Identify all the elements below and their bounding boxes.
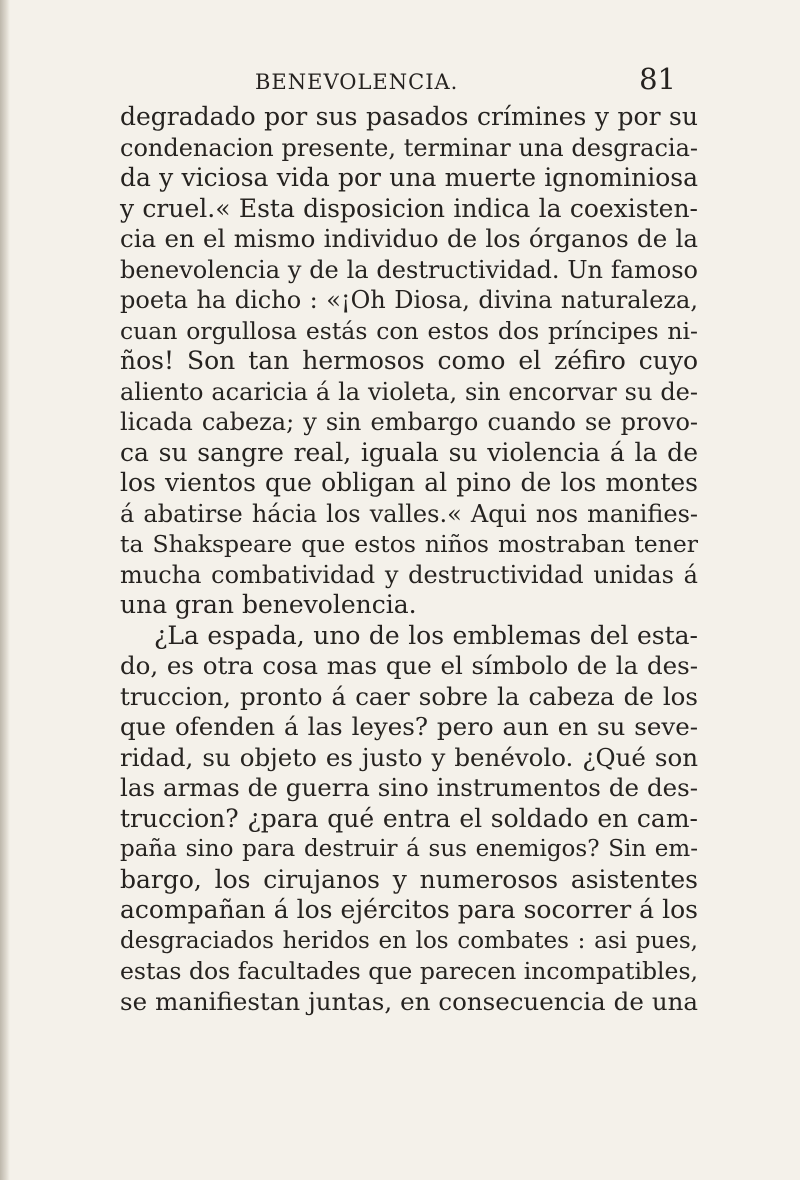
book-page	[120, 62, 698, 1017]
text-line: y cruel.« Esta disposicion indica la coexisten-	[120, 193, 698, 223]
text-line: licada cabeza; y sin embargo cuando se provo-	[120, 408, 698, 436]
text-line: poeta ha dicho : «¡Oh Diosa, divina naturaleza,	[120, 286, 698, 314]
text-line: las armas de guerra sino instrumentos de des-	[120, 773, 698, 802]
text-line: benevolencia y de la destructividad. Un famoso	[120, 255, 698, 284]
page-number: 81	[639, 62, 676, 96]
text-line: á abatirse hácia los valles.« Aqui nos manifies-	[120, 499, 698, 528]
text-line: acompañan á los ejércitos para socorrer á los	[120, 895, 698, 924]
paragraph-start-line: ¿La espada, uno de los emblemas del esta-	[154, 620, 698, 650]
running-head	[120, 62, 698, 102]
text-line: se manifiestan juntas, en consecuencia de una	[120, 986, 698, 1016]
text-line: paña sino para destruir á sus enemigos? Sin em-	[120, 836, 698, 862]
text-line: da y viciosa vida por una muerte ignominiosa	[120, 163, 698, 192]
text-line: bargo, los cirujanos y numerosos asistentes	[120, 864, 698, 894]
page-binding-edge	[0, 0, 10, 1180]
text-line: mucha combatividad y destructividad unidas á	[120, 560, 698, 589]
text-line: cuan orgullosa estás con estos dos príncipes ni-	[120, 316, 698, 345]
running-title: BENEVOLENCIA.	[255, 70, 459, 94]
text-line: truccion? ¿para qué entra el soldado en cam-	[120, 803, 698, 833]
text-line: ca su sangre real, iguala su violencia á la de	[120, 437, 698, 467]
text-line: ños! Son tan hermosos como el zéfiro cuyo	[120, 346, 698, 375]
text-line: ta Shakspeare que estos niños mostraban tener	[120, 530, 698, 558]
text-line: do, es otra cosa mas que el símbolo de la des-	[120, 651, 698, 680]
text-line: condenacion presente, terminar una desgracia-	[120, 133, 698, 162]
text-line: desgraciados heridos en los combates : asi pues,	[120, 927, 698, 954]
text-line: ridad, su objeto es justo y benévolo. ¿Qué son	[120, 742, 698, 772]
body-text	[120, 102, 698, 1017]
paragraph-end-line: una gran benevolencia.	[120, 590, 417, 619]
text-line: cia en el mismo individuo de los órganos de la	[120, 224, 698, 253]
text-line: degradado por sus pasados crímines y por su	[120, 102, 698, 131]
text-line: que ofenden á las leyes? pero aun en su seve-	[120, 712, 698, 741]
text-line: los vientos que obligan al pino de los montes	[120, 468, 698, 497]
text-line: aliento acaricia á la violeta, sin encorvar su de-	[120, 377, 698, 406]
text-line: truccion, pronto á caer sobre la cabeza de los	[120, 681, 698, 711]
text-line: estas dos facultades que parecen incompatibles,	[120, 957, 698, 985]
